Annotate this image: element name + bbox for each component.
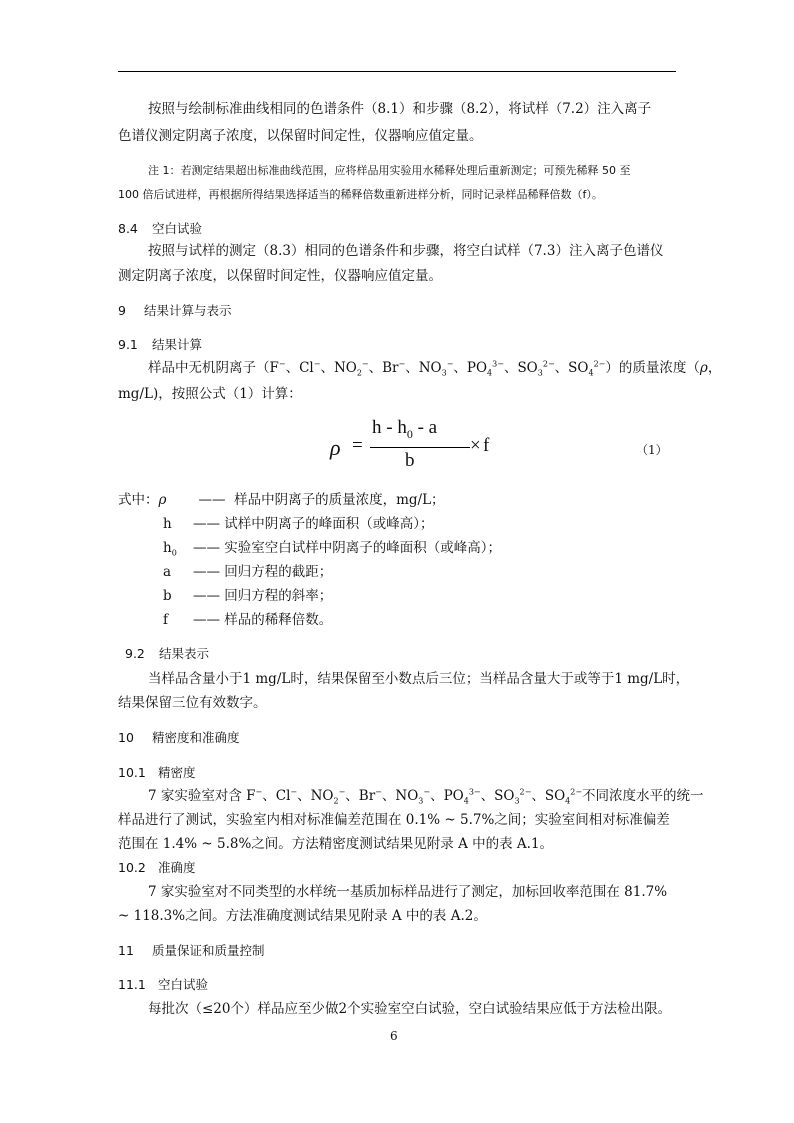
paragraph-line: 测定阴离子浓度，以保留时间定性，仪器响应值定量。	[118, 268, 442, 284]
section-number: 10	[118, 730, 134, 745]
equation-number: （1）	[636, 443, 668, 457]
paragraph-line: 样品进行了测试，实验室内相对标准偏差范围在 0.1% ~ 5.7%之间；实验室间相对标准偏差	[118, 812, 670, 828]
section-title: 精密度	[158, 765, 196, 780]
paragraph-line: 当样品含量小于1 mg/L时，结果保留至小数点后三位；当样品含量大于或等于1 mg/L时，	[148, 671, 690, 687]
ion-list-line: 7 家实验室对含 F−、Cl−、$NO_2^-$、Br−、$NO_3^-$、$PO_4^{3-}$、$SO_3^{2-}$、$SO_4^{2-}$不同浓度水平的统一	[148, 787, 704, 806]
section-title: 结果计算	[152, 337, 203, 352]
section-heading-9	[118, 302, 232, 320]
paragraph-line: 色谱仪测定阴离子浓度，以保留时间定性，仪器响应值定量。	[118, 128, 483, 144]
section-title: 精密度和准确度	[152, 730, 240, 745]
paragraph-line: 按照与试样的测定（8.3）相同的色谱条件和步骤，将空白试样（7.3）注入离子色谱仪	[148, 243, 664, 259]
formula-rho: ρ	[330, 435, 341, 460]
section-heading-11	[118, 942, 265, 960]
section-heading-10-1	[118, 764, 196, 782]
section-number: 8.4	[118, 221, 138, 236]
page-number: 6	[390, 1029, 398, 1043]
section-title: 结果计算与表示	[144, 303, 232, 318]
section-number: 9	[118, 303, 126, 318]
where-item: $h_0$ —— 实验室空白试样中阴离子的峰面积（或峰高）；	[163, 540, 502, 558]
note-line: 注 1：若测定结果超出标准曲线范围，应将样品用实验用水稀释处理后重新测定；可预先稀释 50 至	[148, 164, 631, 177]
paragraph-line: 每批次（≤20个）样品应至少做2个实验室空白试验，空白试验结果应低于方法检出限。	[148, 1001, 672, 1017]
where-item: f —— 样品的稀释倍数。	[163, 612, 333, 628]
note-line: 100 倍后试进样，再根据所得结果选择适当的稀释倍数重新进样分析，同时记录样品稀释倍数（f）。	[118, 188, 603, 201]
where-item: b —— 回归方程的斜率；	[163, 588, 333, 604]
section-heading-9-2	[125, 645, 209, 663]
formula-1	[330, 417, 490, 473]
section-title: 准确度	[158, 860, 196, 875]
fraction-bar	[370, 447, 470, 448]
header-rule	[118, 71, 676, 72]
ion-list-line: 样品中无机阴离子（F−、Cl−、$NO_2^-$、Br−、$NO_3^-$、$PO_4^{3-}$、$SO_3^{2-}$、$SO_4^{2-}$）的质量浓度（ρ，	[148, 359, 722, 378]
section-title: 空白试验	[158, 977, 209, 992]
paragraph-line: 7 家实验室对不同类型的水样统一基质加标样品进行了测定，加标回收率范围在 81.7%	[148, 884, 668, 900]
section-heading-10	[118, 729, 240, 747]
section-heading-10-2	[118, 859, 196, 877]
section-title: 结果表示	[159, 646, 210, 661]
section-title: 空白试验	[152, 221, 203, 236]
section-number: 11.1	[118, 977, 146, 992]
section-heading-11-1	[118, 976, 208, 994]
paragraph-line: 范围在 1.4% ~ 5.8%之间。方法精密度测试结果见附录 A 中的表 A.1。	[118, 836, 554, 852]
section-number: 10.1	[118, 765, 146, 780]
section-number: 10.2	[118, 860, 146, 875]
section-number: 11	[118, 943, 134, 958]
paragraph-line: ~ 118.3%之间。方法准确度测试结果见附录 A 中的表 A.2。	[118, 908, 487, 924]
paragraph-line: 按照与绘制标准曲线相同的色谱条件（8.1）和步骤（8.2），将试样（7.2）注入离子	[148, 101, 652, 117]
section-heading-8-4	[118, 220, 202, 238]
formula-equals: =	[352, 435, 363, 456]
where-item: h —— 试样中阴离子的峰面积（或峰高）；	[163, 516, 434, 532]
formula-times: ×	[470, 435, 481, 456]
formula-numerator: h - $h_0$ - a	[372, 417, 438, 441]
formula-f: f	[483, 435, 490, 456]
section-number: 9.1	[118, 337, 138, 352]
section-number: 9.2	[125, 646, 145, 661]
where-item: a —— 回归方程的截距；	[163, 564, 333, 580]
paragraph-line: 结果保留三位有效数字。	[118, 695, 267, 711]
section-title: 质量保证和质量控制	[152, 943, 265, 958]
formula-denominator: b	[405, 450, 415, 471]
paragraph-line: mg/L)，按照公式（1）计算：	[118, 386, 302, 402]
section-heading-9-1	[118, 336, 202, 354]
where-item: 式中：ρ —— 样品中阴离子的质量浓度，mg/L；	[118, 492, 445, 508]
